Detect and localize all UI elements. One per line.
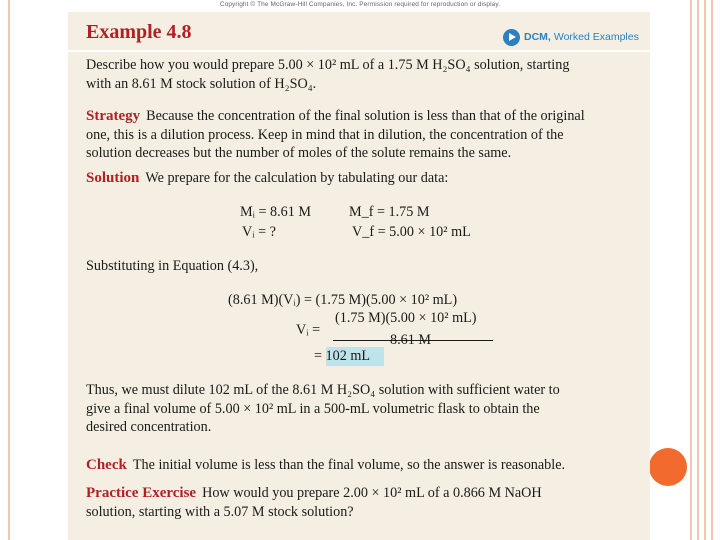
- conclusion-line: Thus, we must dilute 102 mL of the 8.61 M H₂SO₄ solution with sufficient water to: [86, 382, 560, 398]
- decorative-circle: [649, 448, 687, 486]
- solution-heading: Solution: [86, 170, 140, 186]
- play-icon: [503, 29, 520, 46]
- right-border-line: [704, 0, 706, 540]
- example-page: [68, 12, 650, 540]
- conclusion-line: desired concentration.: [86, 419, 212, 435]
- result-value: = 102 mL: [314, 348, 371, 364]
- dcm-brand: DCM,: [524, 31, 551, 43]
- equation-2-lhs: Vᵢ =: [296, 322, 321, 338]
- strategy-line: solution decreases but the number of moles of the solute remains the same.: [86, 145, 512, 161]
- data-vi: Vᵢ = ?: [242, 224, 276, 240]
- problem-line: with an 8.61 M stock solution of H₂SO₄.: [86, 75, 317, 92]
- title-divider: [68, 50, 650, 52]
- solution-section: [86, 169, 636, 188]
- example-title: Example 4.8: [86, 21, 192, 43]
- right-border-line: [697, 0, 699, 540]
- data-vf: V_f = 5.00 × 10² mL: [352, 224, 471, 240]
- solution-text: We prepare for the calculation by tabulating our data:: [145, 170, 449, 186]
- equation-2-numerator: (1.75 M)(5.00 × 10² mL): [335, 310, 477, 326]
- check-heading: Check: [86, 457, 127, 473]
- problem-statement: [86, 56, 636, 93]
- practice-line: How would you prepare 2.00 × 10² mL of a 0.866 M NaOH: [202, 485, 542, 501]
- equation-1: (8.61 M)(Vᵢ) = (1.75 M)(5.00 × 10² mL): [228, 292, 458, 308]
- dcm-label: Worked Examples: [553, 31, 639, 43]
- right-border-line: [711, 0, 713, 540]
- conclusion-paragraph: [86, 381, 636, 437]
- equation-2-denominator: 8.61 M: [390, 332, 431, 348]
- data-mf: M_f = 1.75 M: [349, 204, 430, 220]
- check-section: [86, 456, 636, 475]
- problem-line: Describe how you would prepare 5.00 × 10² mL of a 1.75 M H₂SO₄ solution, starting: [86, 57, 570, 73]
- conclusion-line: give a final volume of 5.00 × 10² mL in a 500-mL volumetric flask to obtain the: [86, 400, 540, 417]
- left-border-line: [8, 0, 10, 540]
- strategy-section: [86, 107, 636, 163]
- strategy-line: Because the concentration of the final solution is less than that of the original: [146, 108, 585, 124]
- check-text: The initial volume is less than the final volume, so the answer is reasonable.: [132, 457, 566, 473]
- substituting-text: Substituting in Equation (4.3),: [86, 258, 259, 274]
- strategy-heading: Strategy: [86, 108, 141, 124]
- dcm-badge[interactable]: [503, 27, 639, 47]
- copyright-notice: Copyright © The McGraw-Hill Companies, Inc. Permission required for reproduction or display.: [219, 1, 501, 8]
- right-border-line: [690, 0, 692, 540]
- practice-line: solution, starting with a 5.07 M stock solution?: [86, 503, 354, 520]
- practice-heading: Practice Exercise: [86, 485, 197, 501]
- strategy-line: one, this is a dilution process. Keep in mind that in dilution, the concentration of the: [86, 126, 564, 143]
- data-mi: Mᵢ = 8.61 M: [240, 204, 312, 220]
- practice-section: [86, 484, 636, 521]
